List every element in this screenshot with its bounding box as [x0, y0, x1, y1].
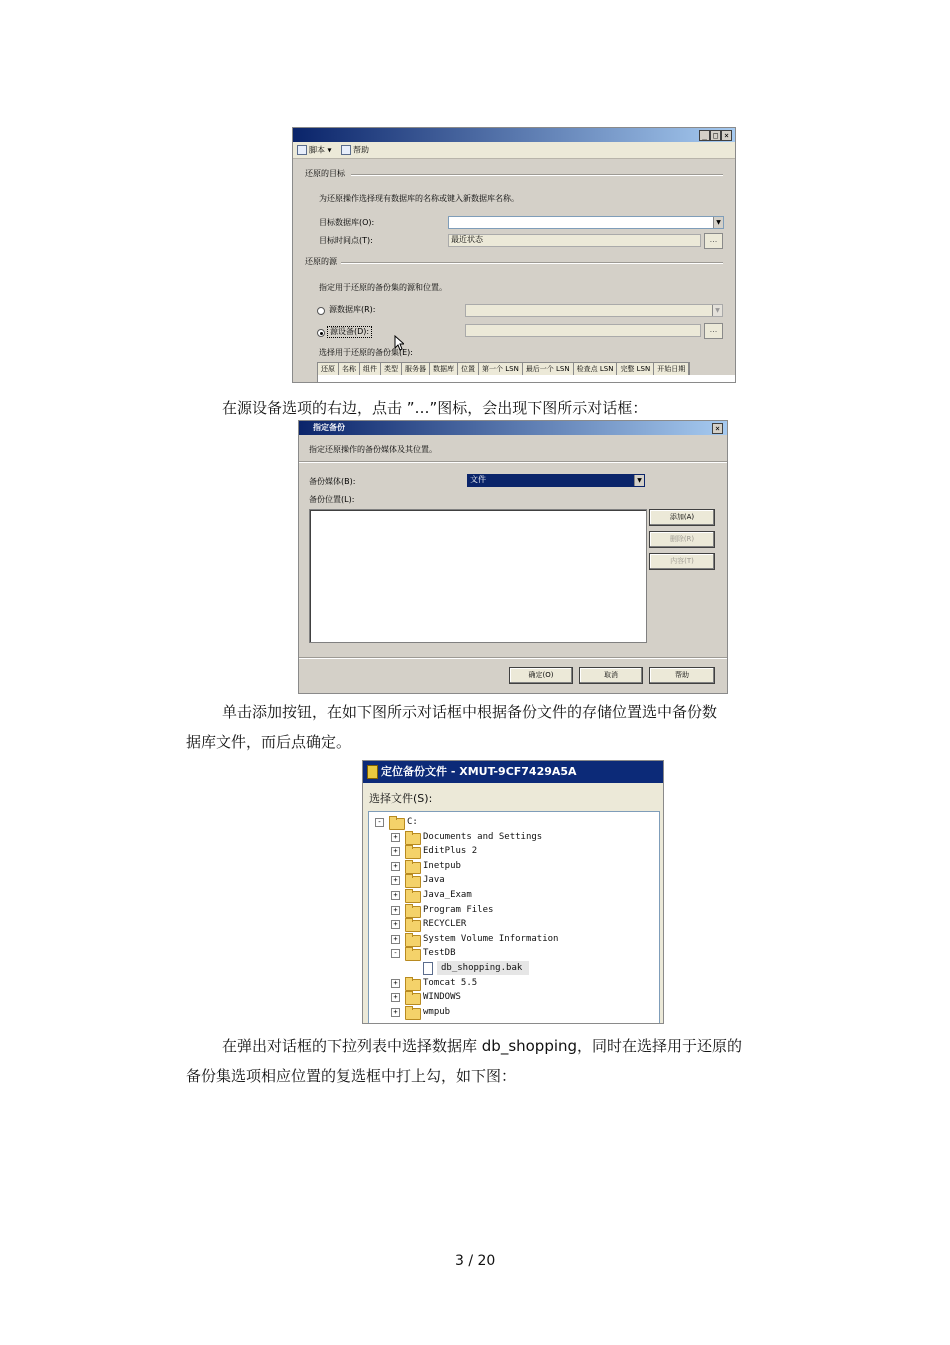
tree-folder[interactable]: TestDB	[423, 948, 456, 959]
from-device-radio[interactable]	[317, 329, 325, 337]
expand-icon[interactable]: +	[391, 1008, 400, 1017]
tree-folder[interactable]: Inetpub	[423, 860, 461, 871]
media-dropdown[interactable]	[467, 474, 645, 487]
expand-icon[interactable]: +	[391, 979, 400, 988]
help-icon	[341, 145, 351, 155]
from-device-label: 源设备(D):	[327, 326, 372, 338]
grid-column-header[interactable]: 开始日期	[654, 363, 689, 375]
expand-icon[interactable]: +	[391, 847, 400, 856]
folder-icon	[405, 876, 421, 888]
specify-backup-screenshot	[298, 420, 728, 694]
expand-icon[interactable]: +	[391, 862, 400, 871]
tree-folder[interactable]: Java_Exam	[423, 890, 472, 900]
toolbar	[293, 142, 735, 159]
script-button[interactable]: 脚本 ▾	[297, 145, 332, 156]
target-time-browse-button[interactable]: ...	[704, 233, 723, 249]
dialog-title: 定位备份文件 - XMUT-9CF7429A5A	[381, 765, 577, 778]
collapse-icon[interactable]: -	[375, 818, 384, 827]
grid-column-header[interactable]: 还原	[318, 363, 339, 375]
grid-column-header[interactable]: 数据库	[430, 363, 458, 375]
select-file-label: 选择文件(S):	[369, 792, 433, 805]
target-time-field[interactable]	[448, 234, 701, 247]
target-time-label: 目标时间点(T):	[319, 236, 373, 245]
folder-icon	[405, 847, 421, 859]
expand-icon[interactable]: +	[391, 891, 400, 900]
media-value: 文件	[470, 475, 486, 484]
backup-location-list[interactable]	[309, 509, 647, 643]
expand-icon[interactable]: +	[391, 993, 400, 1002]
backupset-grid[interactable]	[317, 375, 736, 383]
target-db-label: 目标数据库(O):	[319, 218, 375, 227]
cancel-button[interactable]: 取消	[579, 667, 643, 684]
backupset-label: 选择用于还原的备份集(E):	[319, 348, 413, 357]
expand-icon[interactable]: +	[391, 920, 400, 929]
tree-folder[interactable]: Program Files	[423, 904, 494, 915]
source-group-label: 还原的源	[305, 257, 337, 266]
remove-button[interactable]: 删除(R)	[649, 531, 715, 548]
page-number: 3 / 20	[455, 1253, 496, 1269]
restore-database-screenshot	[292, 127, 736, 383]
from-db-dropdown[interactable]	[465, 304, 723, 317]
folder-icon	[405, 833, 421, 845]
tree-file[interactable]: db_shopping.bak	[441, 963, 523, 973]
paragraph-3-line-2: 备份集选项相应位置的复选框中打上勾，如下图：	[186, 1067, 517, 1085]
title-bar	[363, 761, 663, 783]
app-icon	[367, 765, 378, 779]
dest-desc: 为还原操作选择现有数据库的名称或键入新数据库名称。	[319, 194, 519, 203]
tree-folder[interactable]: Documents and Settings	[423, 831, 543, 842]
close-button[interactable]: ×	[712, 423, 723, 434]
add-button[interactable]: 添加(A)	[649, 509, 715, 526]
location-label: 备份位置(L):	[309, 495, 355, 504]
file-tree[interactable]	[368, 811, 660, 1024]
expand-icon[interactable]: +	[391, 935, 400, 944]
tree-folder[interactable]: wmpub	[423, 1006, 451, 1017]
media-label: 备份媒体(B):	[309, 477, 356, 486]
chevron-down-icon: ▼	[713, 217, 723, 228]
divider	[299, 461, 727, 463]
help-button[interactable]: 帮助	[649, 667, 715, 684]
contents-button[interactable]: 内容(T)	[649, 553, 715, 570]
from-db-radio[interactable]	[317, 307, 325, 315]
folder-icon	[405, 979, 421, 991]
grid-column-header[interactable]: 位置	[458, 363, 479, 375]
divider	[341, 262, 723, 264]
title-bar	[293, 128, 735, 142]
folder-icon	[405, 862, 421, 874]
grid-column-header[interactable]: 完整 LSN	[617, 363, 654, 375]
folder-icon	[405, 920, 421, 932]
folder-icon	[389, 818, 405, 830]
backupset-grid-header	[317, 362, 690, 376]
grid-column-header[interactable]: 检查点 LSN	[574, 363, 618, 375]
paragraph-2-line-1: 单击添加按钮，在如下图所示对话框中根据备份文件的存储位置选中备份数	[222, 703, 718, 721]
minimize-button[interactable]: _	[699, 130, 710, 141]
paragraph-2-line-2: 据库文件，而后点确定。	[186, 733, 352, 751]
chevron-down-icon: ▼	[712, 305, 722, 316]
script-icon	[297, 145, 307, 155]
folder-icon	[405, 906, 421, 918]
target-time-value: 最近状态	[451, 235, 483, 244]
tree-folder[interactable]: RECYCLER	[423, 919, 467, 930]
grid-column-header[interactable]: 第一个 LSN	[479, 363, 523, 375]
expand-icon[interactable]: +	[391, 906, 400, 915]
expand-icon[interactable]: +	[391, 876, 400, 885]
close-button[interactable]: ×	[721, 130, 732, 141]
folder-icon	[405, 891, 421, 903]
from-device-browse-button[interactable]: ...	[704, 323, 723, 339]
tree-folder[interactable]: EditPlus 2	[423, 846, 478, 857]
grid-column-header[interactable]: 类型	[381, 363, 402, 375]
divider	[299, 657, 727, 659]
dialog-desc: 指定还原操作的备份媒体及其位置。	[309, 445, 437, 454]
grid-column-header[interactable]: 组件	[360, 363, 381, 375]
source-desc: 指定用于还原的备份集的源和位置。	[319, 283, 447, 292]
grid-column-header[interactable]: 名称	[339, 363, 360, 375]
grid-column-header[interactable]: 最后一个 LSN	[523, 363, 574, 375]
paragraph-1: 在源设备选项的右边，点击 ”…”图标，会出现下图所示对话框：	[222, 399, 648, 417]
tree-folder[interactable]: WINDOWS	[423, 992, 461, 1003]
expand-icon[interactable]: +	[391, 833, 400, 842]
dialog-title: 指定备份	[313, 423, 345, 432]
divider	[351, 174, 723, 176]
folder-icon	[405, 949, 421, 961]
tree-folder[interactable]: Tomcat 5.5	[423, 977, 478, 988]
paragraph-3-line-1: 在弹出对话框的下拉列表中选择数据库 db_shopping，同时在选择用于还原的	[222, 1037, 743, 1055]
folder-icon	[405, 993, 421, 1005]
locate-backup-file-screenshot	[362, 760, 664, 1024]
tree-folder[interactable]: System Volume Information	[423, 933, 559, 944]
dest-group-label: 还原的目标	[305, 169, 345, 178]
chevron-down-icon: ▼	[634, 475, 644, 486]
tree-folder[interactable]: C:	[407, 817, 418, 827]
help-button[interactable]: 帮助	[341, 145, 369, 156]
from-db-label: 源数据库(R):	[329, 305, 376, 314]
ok-button[interactable]: 确定(O)	[509, 667, 573, 684]
from-device-field[interactable]	[465, 324, 701, 337]
title-bar	[299, 421, 727, 435]
folder-icon	[405, 935, 421, 947]
tree-folder[interactable]: Java	[423, 875, 445, 886]
maximize-button[interactable]: □	[710, 130, 721, 141]
file-icon	[423, 962, 433, 975]
target-db-dropdown[interactable]	[448, 216, 724, 229]
grid-column-header[interactable]: 服务器	[402, 363, 430, 375]
collapse-icon[interactable]: -	[391, 949, 400, 958]
folder-icon	[405, 1008, 421, 1020]
